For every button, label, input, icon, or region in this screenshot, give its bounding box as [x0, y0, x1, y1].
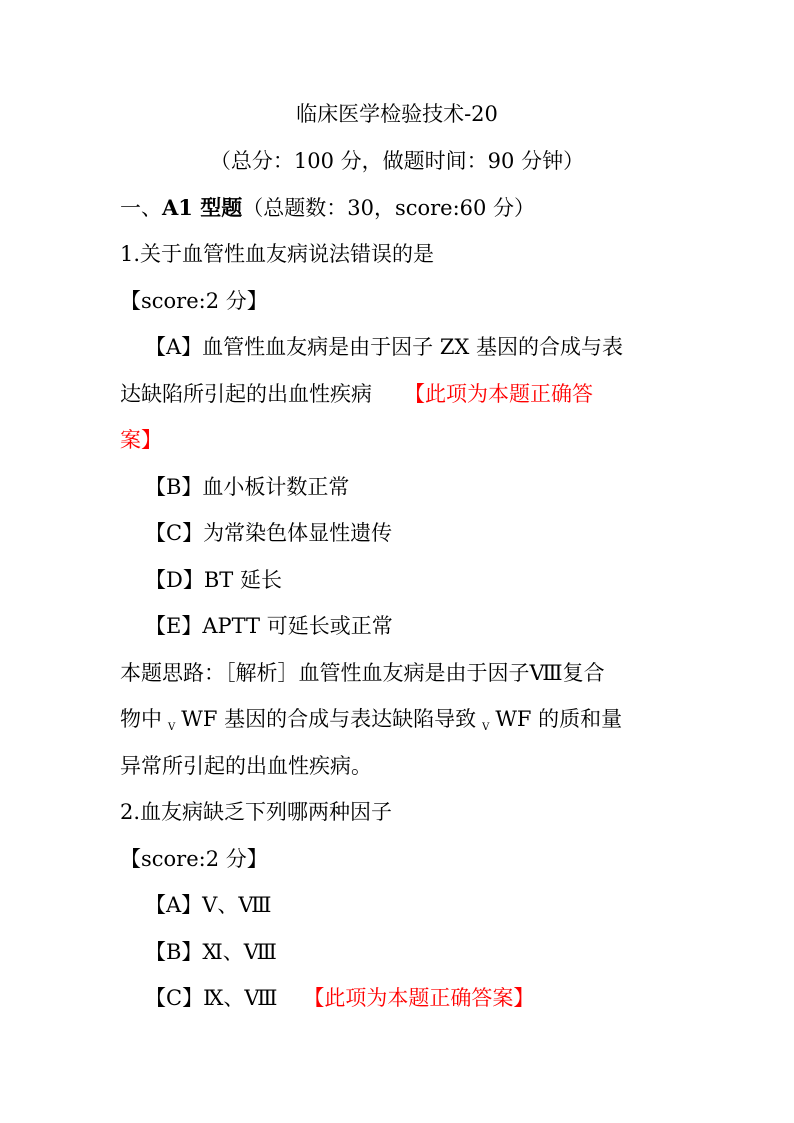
question-1-option-a-text: 达缺陷所引起的出血性疾病: [120, 382, 372, 406]
correct-answer-tag: 【此项为本题正确答案】: [303, 986, 535, 1010]
question-2-score: 【score:2 分】: [120, 847, 268, 871]
document-title: 临床医学检验技术-20: [296, 102, 498, 126]
question-1-text: 1.关于血管性血友病说法错误的是: [120, 242, 435, 266]
question-2-text: 2.血友病缺乏下列哪两种因子: [120, 800, 393, 824]
question-1-analysis-line3: 异常所引起的出血性疾病。: [120, 754, 372, 778]
section-heading: [120, 193, 535, 223]
question-1-analysis-line2: [120, 704, 622, 743]
question-1-option-a-line1: 【A】血管性血友病是由于因子 ZX 基因的合成与表: [145, 335, 624, 359]
question-2-option-a: 【A】Ⅴ、Ⅷ: [145, 893, 272, 917]
question-1-option-e: 【E】APTT 可延长或正常: [145, 614, 393, 638]
question-2-option-b: 【B】Ⅺ、Ⅷ: [145, 940, 277, 964]
question-1-analysis-line1: 本题思路：［解析］血管性血友病是由于因子Ⅷ复合: [120, 661, 605, 685]
correct-answer-tag-part2: 案】: [120, 428, 162, 452]
document-subtitle: （总分：100 分，做题时间：90 分钟）: [209, 149, 585, 173]
section-name: A1 型题: [162, 195, 243, 220]
analysis-text-a: 物中: [120, 707, 162, 731]
question-1-option-c: 【C】为常染色体显性遗传: [145, 521, 393, 545]
section-prefix: 一、: [120, 196, 162, 220]
analysis-text-b: WF 基因的合成与表达缺陷导致: [181, 707, 477, 731]
analysis-subscript-v: V: [482, 722, 490, 733]
question-1-option-b: 【B】血小板计数正常: [145, 475, 350, 499]
correct-answer-tag-part1: 【此项为本题正确答: [404, 382, 593, 406]
analysis-text-c: WF 的质和量: [495, 707, 623, 731]
analysis-subscript-v: V: [168, 722, 176, 733]
question-2-option-c: 【C】Ⅸ、Ⅷ: [145, 986, 278, 1010]
section-info: （总题数：30，score:60 分）: [242, 196, 536, 220]
question-1-score: 【score:2 分】: [120, 289, 268, 313]
question-1-option-a-line2: [120, 379, 593, 409]
question-1-option-d: 【D】BT 延长: [145, 568, 282, 592]
question-2-option-c-line: [145, 983, 534, 1013]
